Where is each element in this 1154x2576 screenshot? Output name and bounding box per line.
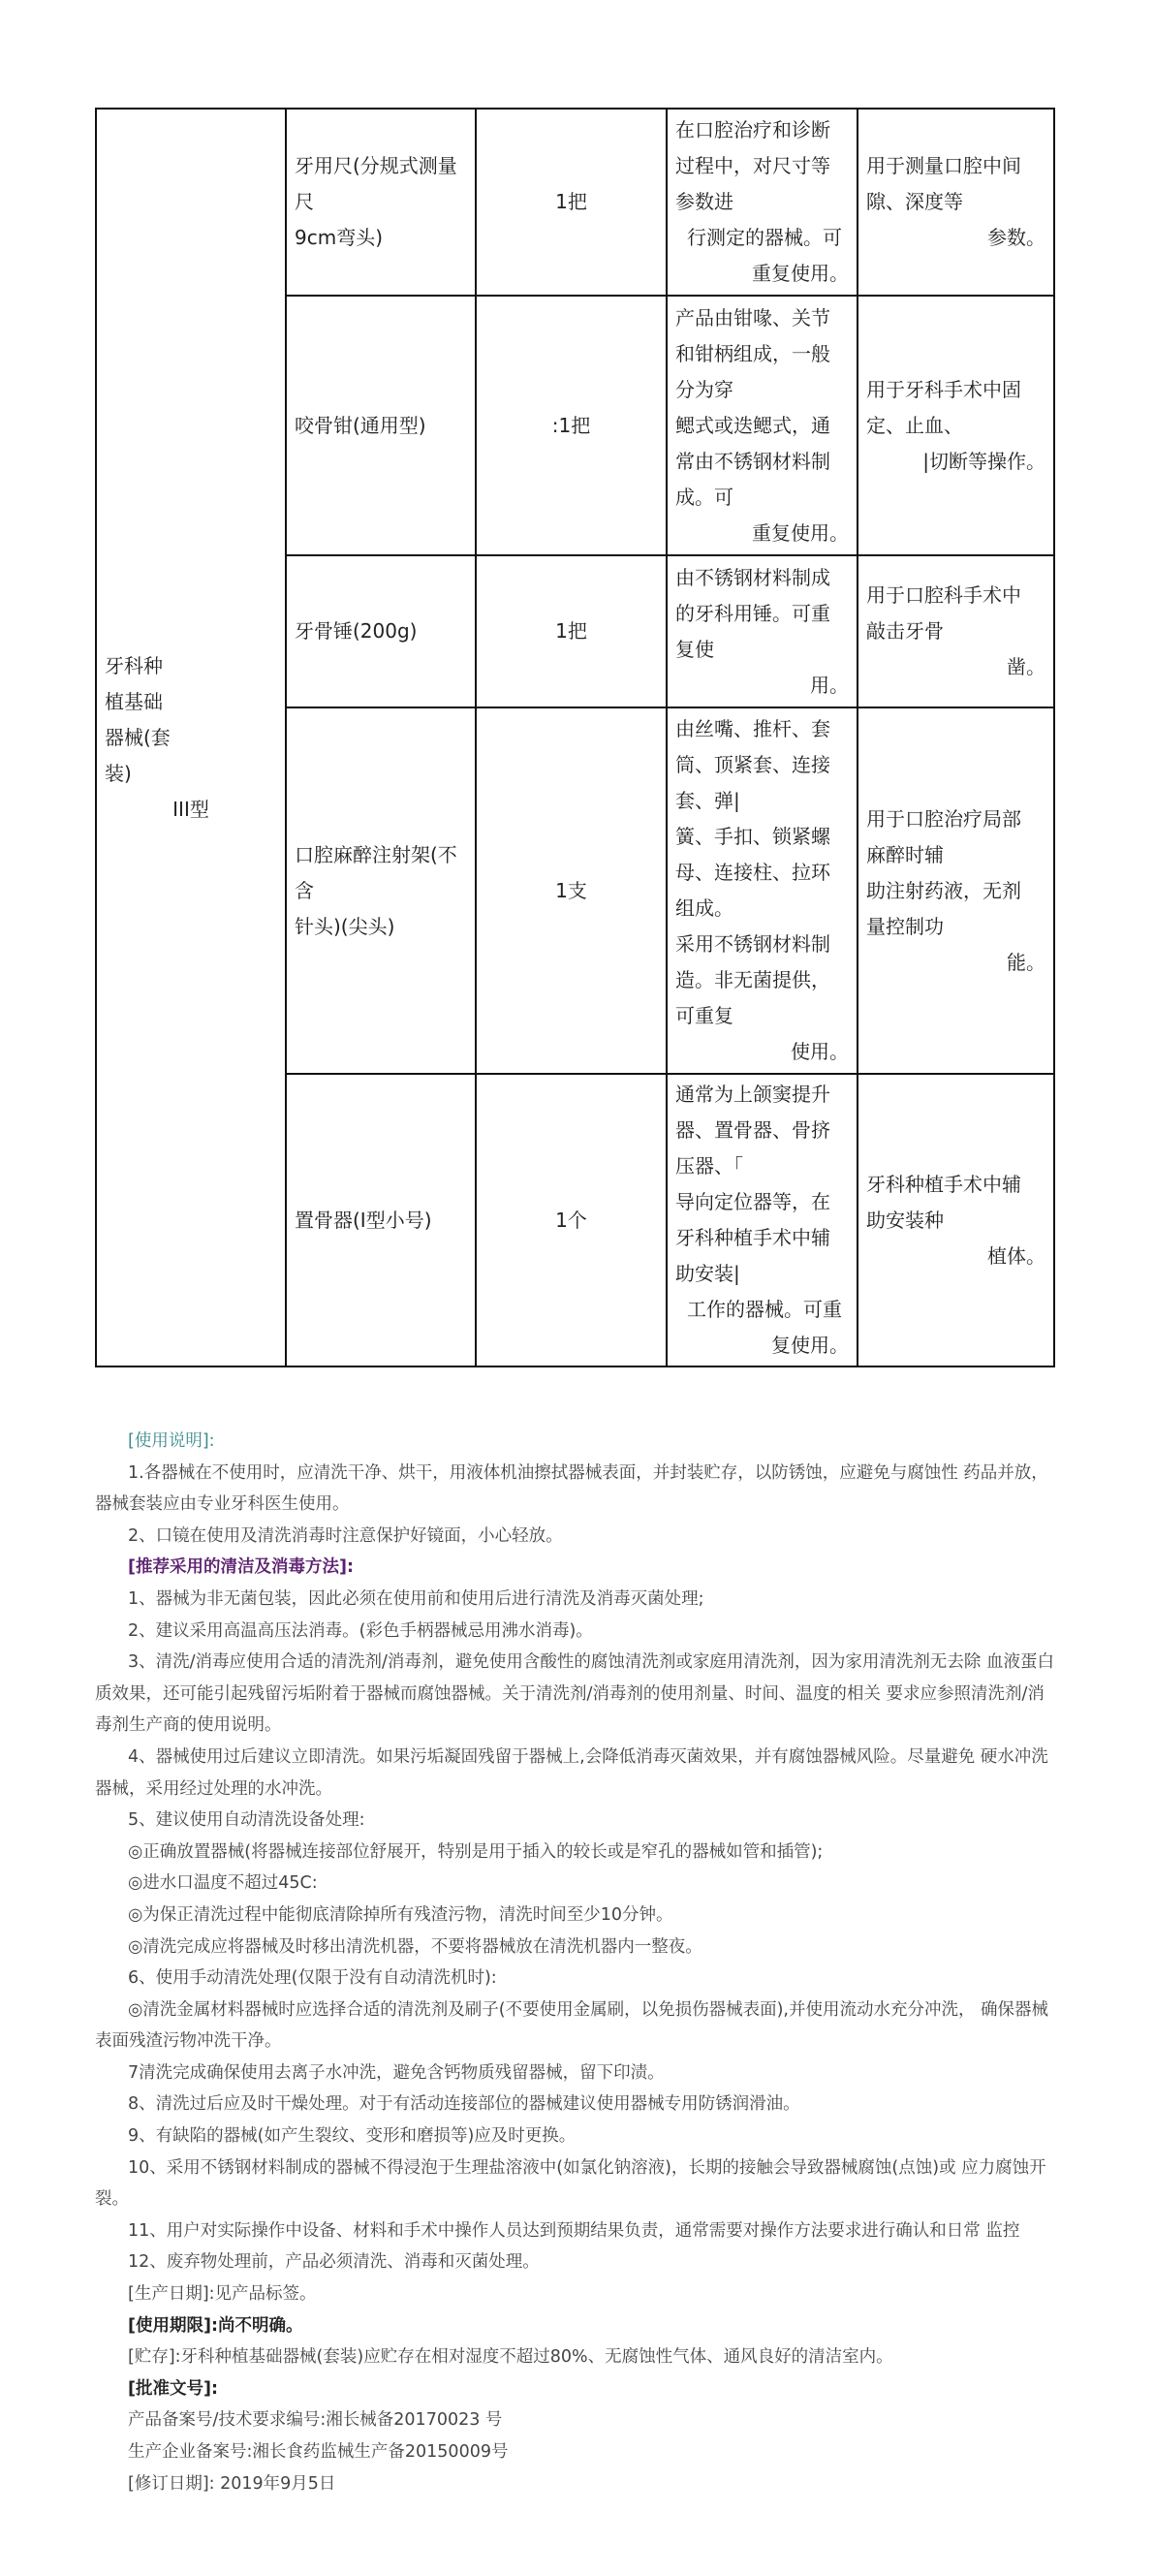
kit-name-cell — [96, 109, 286, 1367]
item-use-tail: 能。 — [1007, 950, 1045, 974]
instrument-spec-table — [95, 108, 1055, 1367]
item-use-cell — [858, 555, 1054, 707]
item-name-cell: 置骨器(I型小号) — [286, 1074, 476, 1367]
kit-name: 牙科种 植基础 器械(套 装) — [105, 653, 171, 785]
item-desc-cell — [667, 296, 858, 555]
cleaning-item: 4、器械使用过后建议立即清洗。如果污垢凝固残留于器械上,会降低消毒灭菌效果，并有腐蚀器械风险。尽量避免 硬水冲洗器械，采用经过处理的水冲洗。 — [95, 1746, 1048, 1799]
item-use: 用于测量口腔中间 隙、深度等 — [866, 154, 1021, 213]
item-use-cell — [858, 1074, 1054, 1367]
usage-item: 1.各器械在不使用时，应清洗干净、烘干，用液体机油擦拭器械表面，并封装贮存，以防锈蚀，应避免与腐蚀性 药品并放，器械套装应由专业牙科医生使用。 — [95, 1462, 1048, 1515]
record-number: 产品备案号/技术要求编号:湘长械备20170023 号 — [128, 2410, 503, 2431]
kit-type: III型 — [172, 797, 209, 821]
item-qty-cell: 1把 — [476, 109, 667, 296]
item-desc-cell — [667, 707, 858, 1074]
item-use: 用于口腔科手术中 敲击牙骨 — [866, 583, 1021, 643]
item-desc-cell — [667, 1074, 858, 1367]
item-desc-tail: 复使用。 — [771, 1334, 849, 1357]
cleaning-item: 10、采用不锈钢材料制成的器械不得浸泡于生理盐溶液中(如氯化钠溶液)，长期的接触会导致器械腐蚀(点蚀)或 应力腐蚀开裂。 — [95, 2157, 1046, 2210]
item-desc: 在口腔治疗和诊断 过程中，对尺寸等 参数进 — [675, 118, 830, 213]
item-desc: 通常为上颌窦提升 器、置骨器、骨挤 压器、「 导向定位器等，在 牙科种植手术中辅 助安装| — [675, 1083, 830, 1285]
item-desc-tail: 重复使用。 — [752, 520, 849, 545]
auto-clean-item: ◎清洗完成应将器械及时移出清洗机器，不要将器械放在清洗机器内一整夜。 — [128, 1936, 702, 1957]
cleaning-item: 9、有缺陷的器械(如产生裂纹、变形和磨损等)应及时更换。 — [128, 2126, 577, 2147]
item-use-cell — [858, 109, 1054, 296]
item-desc-cell — [667, 109, 858, 296]
cleaning-item: 3、清洗/消毒应使用合适的清洗剂/消毒剂，避免使用含酸性的腐蚀清洗剂或家庭用清洗剂，因为家用清洗剂无去除 血液蛋白质效果，还可能引起残留污垢附着于器械而腐蚀器械。关于清洗剂/消毒剂的使用剂量、时间、温度的相关 要求应参照清洗剂/消毒剂生产商的使用说明。 — [95, 1652, 1054, 1736]
item-use: 用于牙科手术中固 定、止血、 — [866, 377, 1021, 437]
item-use-tail: |切断等操作。 — [922, 449, 1045, 473]
usage-item: 2、口镜在使用及清洗消毒时注意保护好镜面，小心轻放。 — [128, 1525, 563, 1546]
item-qty-cell: 1把 — [476, 555, 667, 707]
item-desc-cell — [667, 555, 858, 707]
cleaning-item: 6、使用手动清洗处理(仅限于没有自动清洗机时): — [128, 1968, 497, 1989]
item-desc-tail: 重复使用。 — [752, 262, 849, 285]
cleaning-item: 1、器械为非无菌包装，因此必须在使用前和使用后进行清洗及消毒灭菌处理; — [128, 1588, 704, 1609]
item-desc-tail: 使用。 — [791, 1040, 849, 1063]
cleaning-item: 5、建议使用自动清洗设备处理: — [128, 1810, 365, 1831]
cleaning-item: 2、建议采用高温高压法消毒。(彩色手柄器械忌用沸水消毒)。 — [128, 1620, 593, 1641]
item-use-cell — [858, 707, 1054, 1074]
item-use: 用于口腔治疗局部 麻醉时辅 助注射药液，无剂 量控制功 — [866, 806, 1021, 938]
cleaning-item: 7清洗完成确保使用去离子水冲洗，避免含钙物质残留器械，留下印渍。 — [128, 2062, 665, 2083]
item-desc-indent: 行测定的器械。可 — [687, 226, 842, 249]
item-desc: 由丝嘴、推杆、套 筒、顶紧套、连接 套、弹| 簧、手扣、锁紧螺 母、连接柱、拉环 组成。 采用不锈钢材料制 造。非无菌提供， 可重复 — [675, 717, 830, 1027]
item-name-cell: 口腔麻醉注射架(不 含 针头)(尖头) — [286, 707, 476, 1074]
cleaning-item: 11、用户对实际操作中设备、材料和手术中操作人员达到预期结果负责，通常需要对操作方法要求进行确认和日常 监控 — [128, 2220, 1020, 2241]
item-use: 牙科种植手术中辅 助安装种 — [866, 1172, 1021, 1232]
producer-number: 生产企业备案号:湘长食药监械生产备20150009号 — [128, 2442, 509, 2462]
item-desc-indent: 工作的器械。可重 — [687, 1298, 842, 1321]
item-use-tail: 参数。 — [987, 226, 1045, 249]
item-use-tail: 植体。 — [987, 1243, 1045, 1268]
auto-clean-item: ◎进水口温度不超过45C: — [128, 1873, 318, 1894]
item-desc-tail: 用。 — [810, 673, 849, 697]
auto-clean-item: ◎正确放置器械(将器械连接部位舒展开，特别是用于插入的较长或是窄孔的器械如管和插管); — [128, 1841, 824, 1862]
cleaning-item: 8、清洗过后应及时干燥处理。对于有活动连接部位的器械建议使用器械专用防锈润滑油。 — [128, 2094, 800, 2115]
item-qty-cell: 1支 — [476, 707, 667, 1074]
expiry-info: [使用期限]:尚不明确。 — [128, 2315, 303, 2336]
manual-clean-item: ◎清洗金属材料器械时应选择合适的清洗剂及刷子(不要使用金属刷，以免损伤器械表面),并使用流动水充分冲洗， 确保器械表面残渣污物冲洗干净。 — [95, 1999, 1049, 2052]
item-desc: 由不锈钢材料制成 的牙科用锤。可重 复使 — [675, 565, 830, 661]
instructions-section — [95, 1426, 1056, 2499]
item-name-cell: 牙骨锤(200g) — [286, 555, 476, 707]
revision-date: [修订日期]: 2019年9月5日 — [128, 2473, 336, 2494]
item-use-tail: 凿。 — [1007, 655, 1045, 678]
item-use-cell — [858, 296, 1054, 555]
usage-heading: [使用说明]: — [128, 1431, 215, 1451]
table-row — [96, 109, 1054, 296]
item-name-cell: 牙用尺(分规式测量 尺 9cm弯头) — [286, 109, 476, 296]
approval-heading: [批准文号]: — [128, 2378, 218, 2399]
storage-info: [贮存]:牙科种植基础器械(套装)应贮存在相对湿度不超过80%、无腐蚀性气体、通风良好的清洁室内。 — [128, 2347, 893, 2368]
cleaning-heading: [推荐采用的清洁及消毒方法]: — [128, 1557, 354, 1578]
item-name-cell: 咬骨钳(通用型) — [286, 296, 476, 555]
item-desc: 产品由钳喙、关节 和钳柄组成，一般 分为穿 鳃式或迭鳃式，通 常由不锈钢材料制 成。可 — [675, 305, 830, 509]
production-date: [生产日期]:见产品标签。 — [128, 2284, 317, 2305]
item-qty-cell: 1个 — [476, 1074, 667, 1367]
auto-clean-item: ◎为保正清洗过程中能彻底清除掉所有残渣污物，清洗时间至少10分钟。 — [128, 1904, 673, 1925]
item-qty-cell: :1把 — [476, 296, 667, 555]
cleaning-item: 12、废弃物处理前，产品必须清洗、消毒和灭菌处理。 — [128, 2252, 540, 2273]
